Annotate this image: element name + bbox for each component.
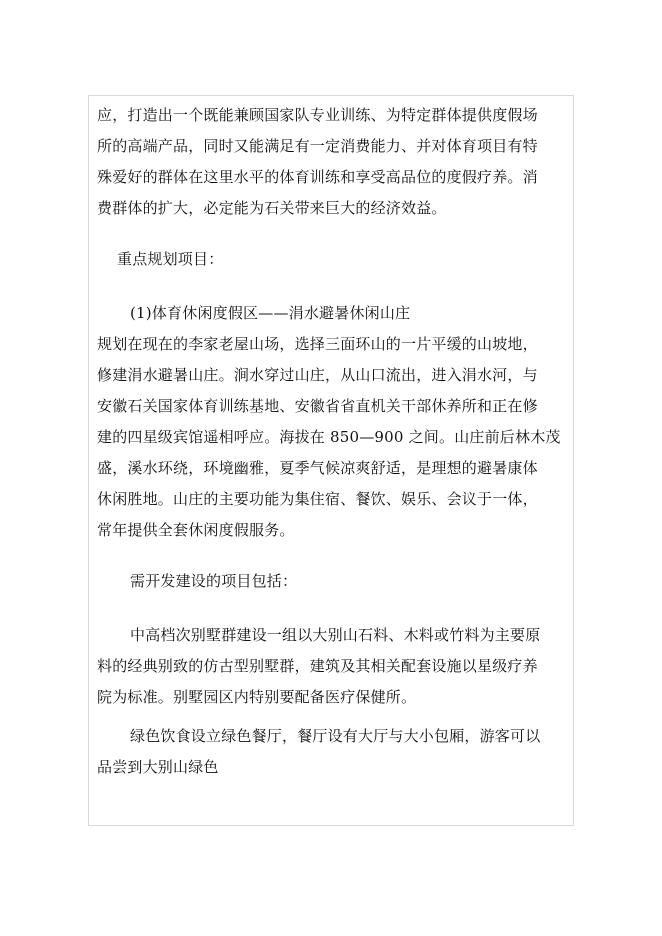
text-line: 中高档次别墅群建设一组以大别山石料、木料或竹料为主要原 <box>130 626 541 644</box>
text-line: 品尝到大别山绿色 <box>97 758 219 776</box>
text-line: 常年提供全套休闲度假服务。 <box>97 521 295 539</box>
text-line: 盛，溪水环绕，环境幽雅，夏季气候凉爽舒适，是理想的避暑康体 <box>97 459 538 477</box>
text-line: 费群体的扩大，必定能为石关带来巨大的经济效益。 <box>97 199 447 217</box>
text-line: 修建涓水避暑山庄。涧水穿过山庄，从山口流出，进入涓水河，与 <box>97 366 538 384</box>
heading-dev-projects: 需开发建设的项目包括： <box>130 572 298 590</box>
paragraph-resort-description <box>97 329 562 546</box>
text-line: 绿色饮食设立绿色餐厅，餐厅设有大厅与大小包厢，游客可以 <box>130 727 541 745</box>
paragraph-green-dining <box>97 721 562 783</box>
text-line: 安徽石关国家体育训练基地、安徽省省直机关干部休养所和正在修 <box>97 397 538 415</box>
paragraph-continuation <box>97 100 562 224</box>
document-body <box>97 100 562 783</box>
text-line: 休闲胜地。山庄的主要功能为集住宿、餐饮、娱乐、会议于一体， <box>97 490 538 508</box>
text-line: 应，打造出一个既能兼顾国家队专业训练、为特定群体提供度假场 <box>97 106 538 124</box>
text-line: 殊爱好的群体在这里水平的体育训练和享受高品位的度假疗养。消 <box>97 168 538 186</box>
text-line: 建的四星级宾馆遥相呼应。海拔在 850—900 之间。山庄前后林木茂 <box>97 428 561 446</box>
subheading-resort: (1)体育休闲度假区——涓水避暑休闲山庄 <box>130 304 411 322</box>
text-line: 规划在现在的李家老屋山场，选择三面环山的一片平缓的山坡地， <box>97 335 538 353</box>
heading-key-projects: 重点规划项目： <box>117 250 224 268</box>
paragraph-villas <box>97 620 562 713</box>
text-line: 料的经典别致的仿古型别墅群，建筑及其相关配套设施以星级疗养 <box>97 657 538 675</box>
text-line: 所的高端产品，同时又能满足有一定消费能力、并对体育项目有特 <box>97 137 538 155</box>
text-line: 院为标准。别墅园区内特别要配备医疗保健所。 <box>97 688 417 706</box>
